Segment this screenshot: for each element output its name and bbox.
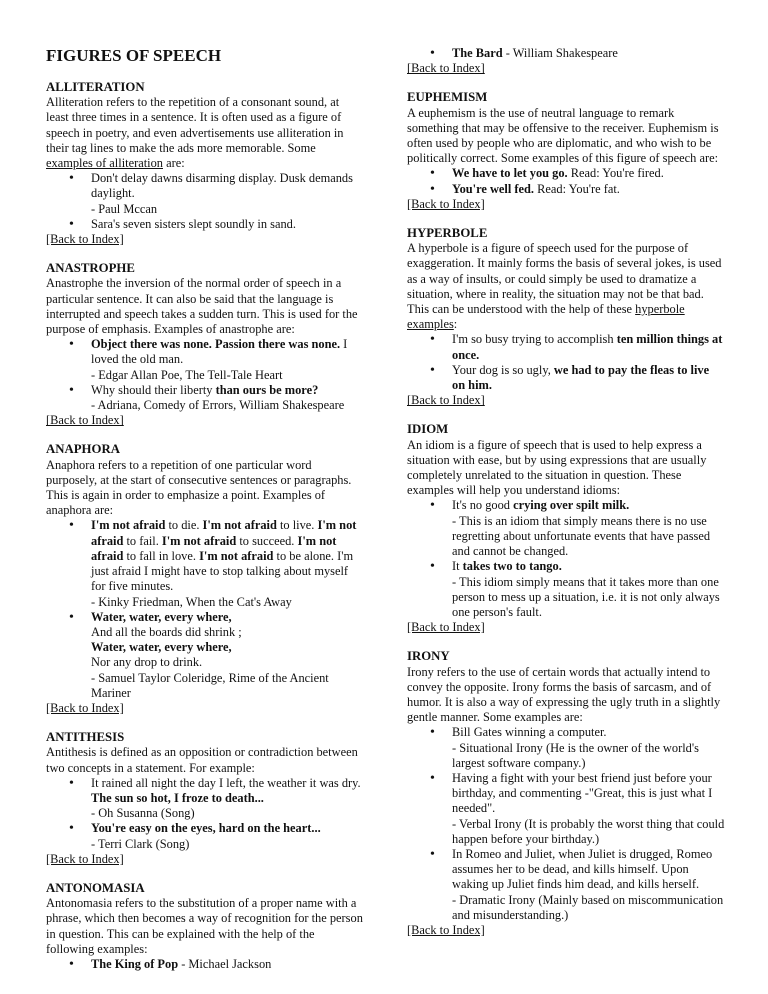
list-item: • It takes two to tango. - This idiom simply means that it takes more than one person to mess up a situation, i.e. it is not only always one person's fault. — [452, 559, 725, 620]
list-item: • Object there was none. Passion there was none. I loved the old man. - Edgar Allan Poe, The Tell-Tale Heart — [91, 337, 364, 383]
section-body: Antonomasia refers to the substitution of a proper name with a phrase, which then becomes a way of recognition for the person in question. This can be explained with the help of the following examples: — [46, 896, 363, 956]
list-item: • You're easy on the eyes, hard on the heart... - Terri Clark (Song) — [91, 821, 364, 851]
section-anastrophe — [46, 261, 364, 428]
list-item: • Having a fight with your best friend just before your birthday, and commenting -"Great, this is just what I needed". - Verbal Irony (It is probably the worst thing that could happen before your birthday.) — [452, 771, 725, 847]
back-to-index-link[interactable]: [Back to Index] — [46, 413, 124, 428]
list-item: • In Romeo and Juliet, when Juliet is drugged, Romeo assumes her to be dead, and kills himself. Upon waking up Juliet finds him dead, and kills herself. - Dramatic Irony (Mainly based on miscommunication and misunderstanding.) — [452, 847, 725, 923]
section-body: A euphemism is the use of neutral language to remark something that may be offensive to the receiver. Euphemism is often used by people who are diplomatic, and who wish to be politically correct. Some examples of this figure of speech are: — [407, 105, 719, 166]
back-to-index-link[interactable]: [Back to Index] — [46, 851, 124, 866]
section-heading: IDIOM — [407, 422, 449, 437]
section-irony — [407, 649, 725, 938]
section-body: Antithesis is defined as an opposition or contradiction between two concepts in a statement. For example: — [46, 745, 358, 775]
back-to-index-link[interactable]: [Back to Index] — [407, 620, 485, 635]
example-list — [407, 166, 725, 196]
section-antithesis — [46, 730, 364, 867]
list-item: • Water, water, every where, And all the boards did shrink ; Water, water, every where, Nor any drop to drink. - Samuel Taylor Coleridge, Rime of the Ancient Mariner — [91, 610, 364, 701]
back-to-index-link[interactable]: [Back to Index] — [46, 700, 124, 715]
section-heading: EUPHEMISM — [407, 90, 488, 105]
example-list — [46, 518, 364, 700]
right-column — [407, 46, 725, 952]
section-body: Alliteration refers to the repetition of a consonant sound, at least three times in a sentence. It is often used as a figure of speech in poetry, and even advertisements use alliteration in their tag lines to make the ads more memorable. Some examples of alliteration are: — [46, 95, 344, 171]
list-item: • Sara's seven sisters slept soundly in sand. — [91, 217, 364, 232]
example-list — [407, 725, 725, 923]
back-to-index-link[interactable]: [Back to Index] — [407, 196, 485, 211]
list-item: • It rained all night the day I left, the weather it was dry. The sun so hot, I froze to death... - Oh Susanna (Song) — [91, 776, 364, 822]
section-antonomasia-continued — [407, 46, 725, 76]
section-euphemism — [407, 90, 725, 212]
list-item: • It's no good crying over spilt milk. - This is an idiom that simply means there is no use regretting about unfortunate events that have passed and cannot be changed. — [452, 498, 725, 559]
example-list — [407, 498, 725, 620]
list-item: • Why should their liberty than ours be more? - Adriana, Comedy of Errors, William Shakespeare — [91, 383, 364, 413]
list-item: • We have to let you go. Read: You're fired. — [452, 166, 725, 181]
section-heading: ANAPHORA — [46, 442, 120, 457]
example-list — [46, 776, 364, 852]
examples-of-alliteration-link[interactable]: examples of alliteration — [46, 156, 163, 171]
section-body: Irony refers to the use of certain words that actually intend to convey the opposite. Irony forms the basis of sarcasm, and of humor. It is also a way of expressing the ugly truth in a slightly gentle manner. Some examples are: — [407, 664, 721, 725]
back-to-index-link[interactable]: [Back to Index] — [46, 232, 124, 247]
example-list — [46, 171, 364, 232]
section-heading: IRONY — [407, 649, 450, 664]
back-to-index-link[interactable]: [Back to Index] — [407, 61, 485, 76]
document-title: FIGURES OF SPEECH — [46, 46, 222, 65]
section-antonomasia — [46, 881, 364, 972]
list-item: • You're well fed. Read: You're fat. — [452, 182, 725, 197]
example-list — [407, 46, 725, 61]
back-to-index-link[interactable]: [Back to Index] — [407, 393, 485, 408]
list-item: • Bill Gates winning a computer. - Situational Irony (He is the owner of the world's largest software company.) — [452, 725, 725, 771]
list-item: • The King of Pop - Michael Jackson — [91, 957, 364, 972]
left-column — [46, 44, 364, 986]
list-item: • I'm so busy trying to accomplish ten million things at once. — [452, 332, 725, 362]
list-item: • Don't delay dawns disarming display. Dusk demands daylight. - Paul Mccan — [91, 171, 364, 217]
section-heading: ANASTROPHE — [46, 261, 135, 276]
section-idiom — [407, 422, 725, 635]
list-item: • The Bard - William Shakespeare — [452, 46, 725, 61]
section-body: Anaphora refers to a repetition of one particular word purposely, at the start of consecutive sentences or paragraphs. This is again in order to emphasize a point. Examples of anaphora are: — [46, 457, 352, 518]
back-to-index-link[interactable]: [Back to Index] — [407, 922, 485, 937]
example-list — [46, 957, 364, 972]
example-list — [407, 332, 725, 393]
section-anaphora — [46, 442, 364, 716]
section-body: Anastrophe the inversion of the normal order of speech in a particular sentence. It can also be said that the language is interrupted and speech takes a sudden turn. This is used for the purpose of emphasis. Examples of anastrophe are: — [46, 276, 358, 337]
section-heading: ANTITHESIS — [46, 730, 125, 745]
hyperbole-examples-link[interactable]: hyperbole examples — [407, 302, 685, 332]
section-alliteration — [46, 80, 364, 247]
section-body: An idiom is a figure of speech that is used to help express a situation with ease, but by using expressions that are usually completely unrelated to the situation in question. These examples will help you understand idioms: — [407, 437, 707, 498]
list-item: • I'm not afraid to die. I'm not afraid to live. I'm not afraid to fail. I'm not afraid to succeed. I'm not afraid to fall in love. I'm not afraid to be alone. I'm just afraid I might have to stop talking about myself for five minutes. - Kinky Friedman, When the Cat's Away — [91, 518, 364, 609]
example-list — [46, 337, 364, 413]
section-hyperbole — [407, 226, 725, 408]
section-heading: HYPERBOLE — [407, 226, 488, 241]
list-item: • Your dog is so ugly, we had to pay the fleas to live on him. — [452, 363, 725, 393]
section-heading: ANTONOMASIA — [46, 880, 145, 895]
section-heading: ALLITERATION — [46, 80, 145, 94]
section-body: A hyperbole is a figure of speech used for the purpose of exaggeration. It mainly forms the basis of several jokes, is used as a way of insults, or could simply be used to dramatize a situation, where in reality, the situation may not be that bad. This can be understood with the help of these hyperbole examples: — [407, 241, 722, 332]
